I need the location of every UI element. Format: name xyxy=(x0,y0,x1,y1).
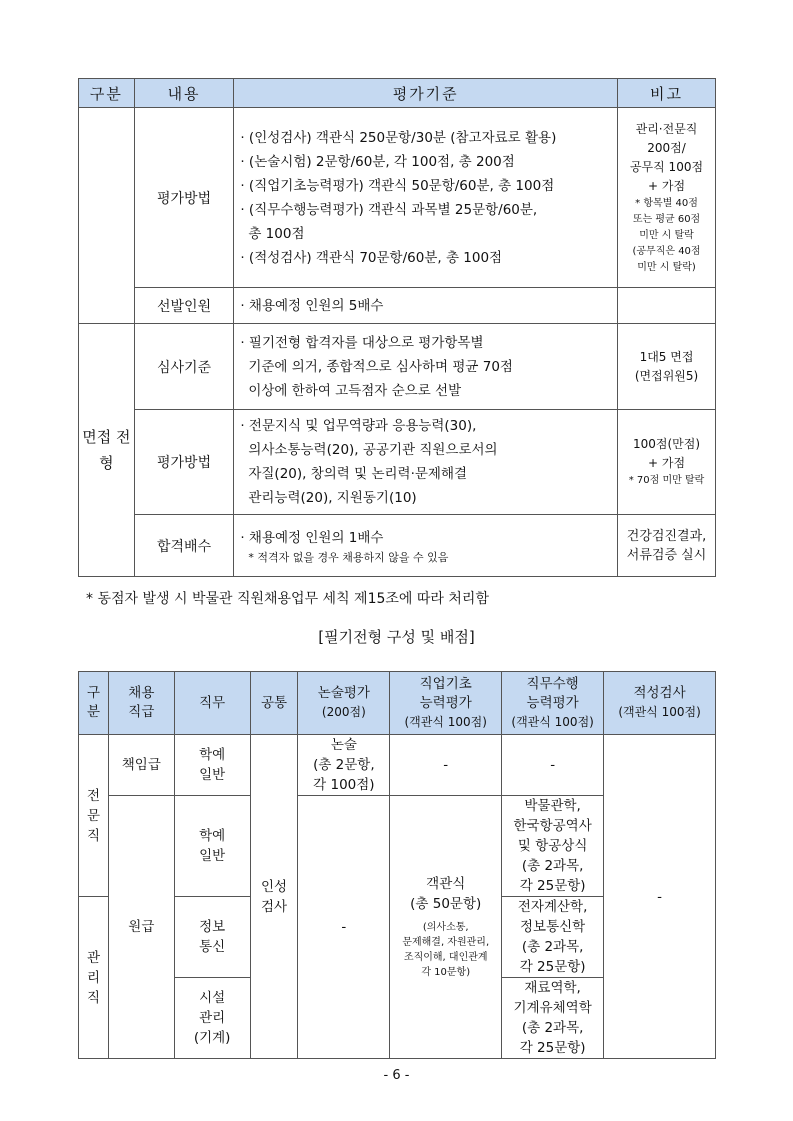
header-content: 내용 xyxy=(134,79,234,108)
header-duty: 직무 xyxy=(174,672,250,735)
job-curator: 박물관학, 한국항공역사 및 항공상식 (총 2과목, 각 25문항) xyxy=(502,796,604,897)
content-interview-criteria: 심사기준 xyxy=(134,324,234,410)
remarks-interview-method: 100점(만점) + 가점 * 70점 미만 탈락 xyxy=(618,410,716,515)
tie-breaker-footnote: * 동점자 발생 시 박물관 직원채용업무 세칙 제15조에 따라 처리함 xyxy=(86,591,489,607)
evaluation-table xyxy=(78,78,716,577)
content-interview-method: 평가방법 xyxy=(134,410,234,515)
header-job: 직무수행 능력평가 (객관식 100점) xyxy=(502,672,604,735)
duty-curator-lead: 학예 일반 xyxy=(174,735,250,796)
essay-lead: 논술 (총 2문항, 각 100점) xyxy=(298,735,390,796)
criteria-interview-criteria: · 필기전형 합격자를 대상으로 평가항목별 기준에 의거, 종합적으로 심사하며 평균 70점 이상에 한하여 고득점자 순으로 선발 xyxy=(234,324,618,410)
page-number: - 6 - xyxy=(383,1068,410,1083)
category-interview: 면접 전형 xyxy=(79,324,135,577)
table-row xyxy=(79,735,716,796)
duty-facility: 시설 관리 (기계) xyxy=(174,978,250,1059)
remarks-select-count xyxy=(618,288,716,324)
table-header-row xyxy=(79,79,716,108)
header-common: 공통 xyxy=(250,672,298,735)
header-remarks: 비고 xyxy=(618,79,716,108)
criteria-select-count: · 채용예정 인원의 5배수 xyxy=(234,288,618,324)
level-lead: 책임급 xyxy=(108,735,174,796)
table-row xyxy=(79,288,716,324)
table-row xyxy=(79,515,716,577)
header-aptitude: 적성검사 (객관식 100점) xyxy=(604,672,716,735)
remarks-interview-pass: 건강검진결과, 서류검증 실시 xyxy=(618,515,716,577)
header-basic: 직업기초 능력평가 (객관식 100점) xyxy=(390,672,502,735)
section-title: [필기전형 구성 및 배점] xyxy=(318,628,475,646)
header-category: 구 분 xyxy=(79,672,109,735)
remarks-written-method: 관리·전문직 200점/ 공무직 100점 + 가점 * 항목별 40점 또는 평균 60점 미만 시 탈락 (공무직은 40점 미만 시 탈락) xyxy=(618,108,716,288)
category-cell-written xyxy=(79,108,135,324)
aptitude-all: - xyxy=(604,735,716,1059)
header-category: 구분 xyxy=(79,79,135,108)
header-level: 채용 직급 xyxy=(108,672,174,735)
remarks-interview-criteria: 1대5 면접 (면접위원5) xyxy=(618,324,716,410)
table-row xyxy=(79,324,716,410)
content-interview-pass: 합격배수 xyxy=(134,515,234,577)
table-row xyxy=(79,410,716,515)
basic-lead: - xyxy=(390,735,502,796)
written-exam-table xyxy=(78,671,716,1059)
criteria-interview-pass: · 채용예정 인원의 1배수 * 적격자 없을 경우 채용하지 않을 수 있음 xyxy=(234,515,618,577)
table-row xyxy=(79,108,716,288)
header-essay: 논술평가 (200점) xyxy=(298,672,390,735)
level-staff: 원급 xyxy=(108,796,174,1059)
job-it: 전자계산학, 정보통신학 (총 2과목, 각 25문항) xyxy=(502,897,604,978)
duty-it: 정보 통신 xyxy=(174,897,250,978)
basic-staff: 객관식 (총 50문항) (의사소통, 문제해결, 자원관리, 조직이해, 대인관계 각 10문항) xyxy=(390,796,502,1059)
category-pro: 전 문 직 xyxy=(79,735,109,897)
content-written-method: 평가방법 xyxy=(134,108,234,288)
criteria-written-method: · (인성검사) 객관식 250문항/30분 (참고자료로 활용) · (논술시험) 2문항/60분, 각 100점, 총 200점 · (직업기초능력평가) 객관식 50문항/60분, 총 100점 · (직무수행능력평가) 객관식 과목별 25문항/60분, 총 100점 · (적성검사) 객관식 70문항/60분, 총 100점 xyxy=(234,108,618,288)
essay-staff: - xyxy=(298,796,390,1059)
category-admin: 관 리 직 xyxy=(79,897,109,1059)
duty-curator-staff: 학예 일반 xyxy=(174,796,250,897)
header-criteria: 평가기준 xyxy=(234,79,618,108)
table-header-row xyxy=(79,672,716,735)
content-select-count: 선발인원 xyxy=(134,288,234,324)
job-lead: - xyxy=(502,735,604,796)
criteria-interview-method: · 전문지식 및 업무역량과 응용능력(30), 의사소통능력(20), 공공기관 직원으로서의 자질(20), 창의력 및 논리력·문제해결 관리능력(20), 지원동기(10) xyxy=(234,410,618,515)
common-personality: 인성 검사 xyxy=(250,735,298,1059)
job-facility: 재료역학, 기계유체역학 (총 2과목, 각 25문항) xyxy=(502,978,604,1059)
